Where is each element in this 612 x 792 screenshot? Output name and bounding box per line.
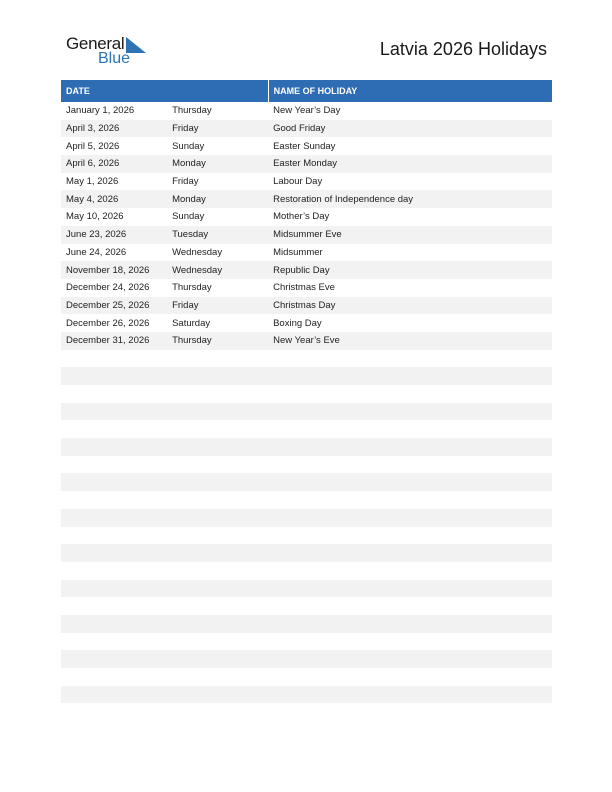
cell-date: December 26, 2026 bbox=[66, 317, 150, 329]
cell-day: Monday bbox=[167, 190, 268, 208]
empty-table-row bbox=[61, 615, 552, 633]
cell-name bbox=[268, 633, 552, 651]
cell-date: April 6, 2026 bbox=[61, 155, 167, 173]
cell-date: December 25, 2026 bbox=[61, 297, 167, 315]
cell-date bbox=[61, 350, 167, 368]
empty-table-row bbox=[61, 703, 552, 721]
cell-name: Boxing Day bbox=[273, 317, 322, 329]
cell-day bbox=[167, 544, 268, 562]
cell-name bbox=[268, 668, 552, 686]
cell-date: June 24, 2026 bbox=[66, 246, 127, 258]
table-row bbox=[61, 120, 552, 138]
cell-name bbox=[268, 686, 552, 704]
empty-table-row bbox=[61, 633, 552, 651]
cell-date bbox=[61, 456, 167, 474]
empty-table-row bbox=[61, 686, 552, 704]
page-title: Latvia 2026 Holidays bbox=[379, 39, 547, 59]
cell-date bbox=[61, 615, 167, 633]
cell-date bbox=[61, 650, 167, 668]
cell-day bbox=[167, 668, 268, 686]
cell-date bbox=[61, 420, 167, 438]
cell-day bbox=[167, 527, 268, 545]
cell-name: Good Friday bbox=[268, 120, 552, 138]
cell-name bbox=[268, 650, 552, 668]
cell-day bbox=[167, 509, 268, 527]
cell-name: Republic Day bbox=[268, 261, 552, 279]
table-row bbox=[61, 332, 552, 350]
cell-day: Monday bbox=[167, 155, 268, 173]
cell-name: New Year’s Eve bbox=[268, 332, 552, 350]
cell-name: Mother’s Day bbox=[273, 211, 330, 223]
cell-date: May 4, 2026 bbox=[61, 190, 167, 208]
cell-day bbox=[167, 350, 268, 368]
cell-date: November 18, 2026 bbox=[61, 261, 167, 279]
table-row bbox=[61, 173, 552, 191]
empty-table-row bbox=[61, 527, 552, 545]
cell-date bbox=[61, 438, 167, 456]
cell-date: January 1, 2026 bbox=[66, 105, 135, 117]
empty-table-row bbox=[61, 403, 552, 421]
empty-table-row bbox=[61, 562, 552, 580]
cell-name bbox=[268, 615, 552, 633]
table-row bbox=[61, 102, 552, 120]
cell-date: April 3, 2026 bbox=[61, 120, 167, 138]
cell-day: Thursday bbox=[172, 282, 212, 294]
cell-name bbox=[268, 456, 552, 474]
cell-day: Tuesday bbox=[167, 226, 268, 244]
cell-name bbox=[268, 544, 552, 562]
cell-date: May 10, 2026 bbox=[66, 211, 124, 223]
cell-date bbox=[61, 580, 167, 598]
cell-date bbox=[61, 385, 167, 403]
cell-day: Friday bbox=[172, 176, 199, 188]
cell-name bbox=[268, 385, 552, 403]
cell-day: Saturday bbox=[172, 317, 211, 329]
cell-date bbox=[61, 403, 167, 421]
cell-day: Friday bbox=[167, 297, 268, 315]
cell-name: Restoration of Independence day bbox=[268, 190, 552, 208]
cell-day bbox=[167, 420, 268, 438]
cell-name bbox=[268, 580, 552, 598]
cell-name: Midsummer bbox=[273, 246, 323, 258]
cell-date bbox=[61, 509, 167, 527]
cell-name bbox=[268, 420, 552, 438]
cell-date: May 1, 2026 bbox=[66, 176, 119, 188]
cell-name: Midsummer Eve bbox=[268, 226, 552, 244]
cell-day: Friday bbox=[167, 120, 268, 138]
cell-date bbox=[61, 562, 167, 580]
cell-date bbox=[61, 633, 167, 651]
cell-name bbox=[268, 403, 552, 421]
cell-name bbox=[268, 527, 552, 545]
cell-day bbox=[167, 633, 268, 651]
empty-table-row bbox=[61, 350, 552, 368]
table-row bbox=[61, 208, 552, 226]
cell-day: Wednesday bbox=[167, 261, 268, 279]
general-blue-logo bbox=[66, 34, 156, 68]
cell-day: Sunday bbox=[172, 140, 205, 152]
table-body bbox=[61, 102, 552, 721]
empty-table-row bbox=[61, 509, 552, 527]
table-row bbox=[61, 261, 552, 279]
cell-date bbox=[61, 473, 167, 491]
empty-table-row bbox=[61, 367, 552, 385]
cell-day bbox=[167, 385, 268, 403]
cell-date bbox=[61, 597, 167, 615]
cell-day bbox=[167, 562, 268, 580]
cell-date bbox=[61, 668, 167, 686]
cell-day bbox=[167, 650, 268, 668]
cell-name: Easter Sunday bbox=[273, 140, 336, 152]
table-row bbox=[61, 155, 552, 173]
cell-date: April 5, 2026 bbox=[66, 140, 120, 152]
cell-date bbox=[61, 544, 167, 562]
cell-date bbox=[61, 686, 167, 704]
table-row bbox=[61, 190, 552, 208]
cell-day bbox=[167, 615, 268, 633]
empty-table-row bbox=[61, 597, 552, 615]
cell-date: June 23, 2026 bbox=[61, 226, 167, 244]
cell-day bbox=[167, 597, 268, 615]
table-row bbox=[61, 226, 552, 244]
cell-name bbox=[268, 597, 552, 615]
cell-name bbox=[268, 350, 552, 368]
cell-day bbox=[167, 580, 268, 598]
cell-name: Labour Day bbox=[273, 176, 323, 188]
cell-day: Wednesday bbox=[172, 246, 223, 258]
cell-name bbox=[268, 562, 552, 580]
cell-date: December 31, 2026 bbox=[61, 332, 167, 350]
cell-date bbox=[61, 527, 167, 545]
cell-day bbox=[167, 403, 268, 421]
cell-name: Christmas Eve bbox=[273, 282, 335, 294]
table-row bbox=[61, 314, 552, 332]
cell-name bbox=[268, 367, 552, 385]
cell-day: Sunday bbox=[172, 211, 205, 223]
cell-day bbox=[167, 456, 268, 474]
header-holiday-name: NAME OF HOLIDAY bbox=[268, 80, 552, 102]
cell-day bbox=[167, 473, 268, 491]
empty-table-row bbox=[61, 580, 552, 598]
cell-date bbox=[61, 703, 167, 721]
table-row bbox=[61, 244, 552, 262]
cell-day: Thursday bbox=[167, 332, 268, 350]
cell-name bbox=[268, 491, 552, 509]
empty-table-row bbox=[61, 668, 552, 686]
cell-name bbox=[268, 509, 552, 527]
cell-name bbox=[268, 473, 552, 491]
cell-name bbox=[268, 438, 552, 456]
cell-date bbox=[61, 367, 167, 385]
cell-name: New Year’s Day bbox=[273, 105, 341, 117]
cell-day bbox=[167, 438, 268, 456]
empty-table-row bbox=[61, 650, 552, 668]
logo-word-general: General bbox=[66, 34, 125, 53]
cell-name: Easter Monday bbox=[268, 155, 552, 173]
empty-table-row bbox=[61, 420, 552, 438]
empty-table-row bbox=[61, 473, 552, 491]
cell-day bbox=[167, 686, 268, 704]
table-row bbox=[61, 297, 552, 315]
empty-table-row bbox=[61, 438, 552, 456]
empty-table-row bbox=[61, 491, 552, 509]
table-header-row bbox=[61, 80, 552, 102]
cell-name bbox=[268, 703, 552, 721]
cell-date bbox=[61, 491, 167, 509]
empty-table-row bbox=[61, 544, 552, 562]
header-date: DATE bbox=[61, 80, 268, 102]
logo-word-blue: Blue bbox=[98, 50, 131, 67]
cell-day bbox=[167, 703, 268, 721]
cell-day bbox=[167, 367, 268, 385]
holidays-table bbox=[61, 80, 552, 721]
table-row bbox=[61, 137, 552, 155]
cell-day: Thursday bbox=[172, 105, 212, 117]
table-row bbox=[61, 279, 552, 297]
cell-day bbox=[167, 491, 268, 509]
empty-table-row bbox=[61, 456, 552, 474]
empty-table-row bbox=[61, 385, 552, 403]
cell-name: Christmas Day bbox=[268, 297, 552, 315]
cell-date: December 24, 2026 bbox=[66, 282, 150, 294]
